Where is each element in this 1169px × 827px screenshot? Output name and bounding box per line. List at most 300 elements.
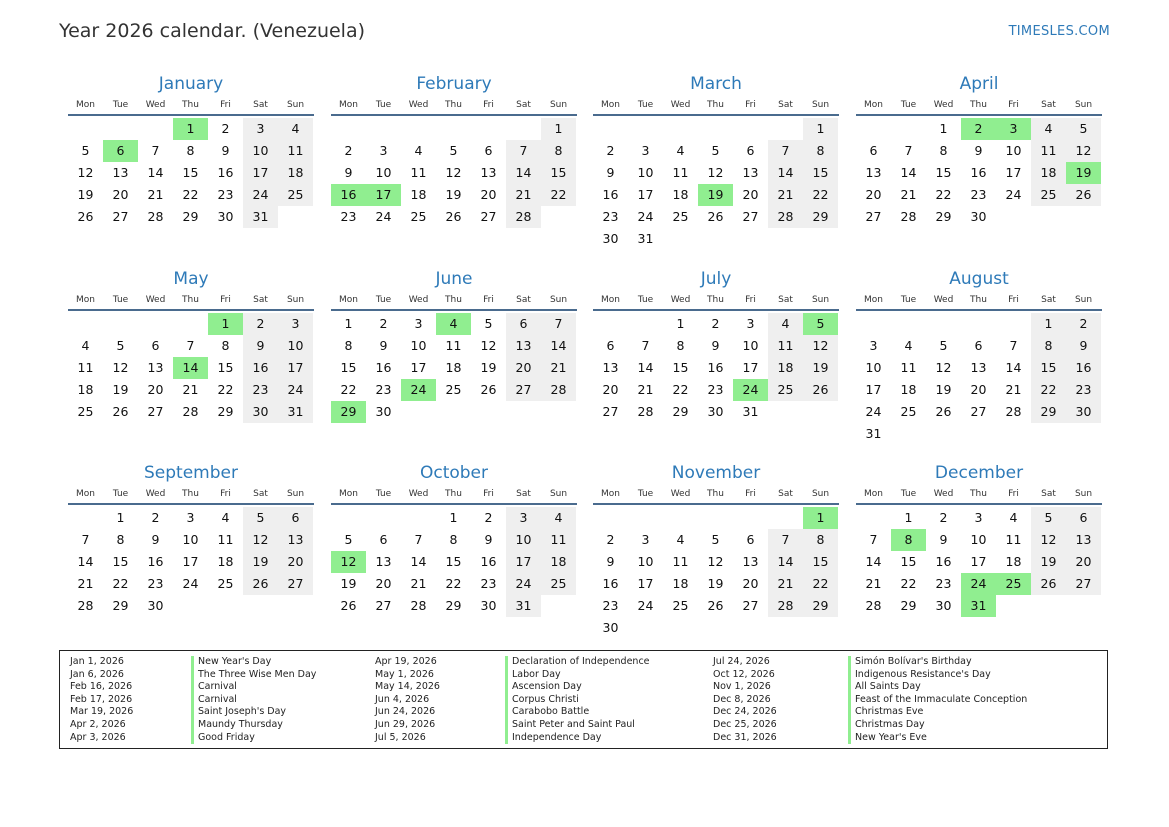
holiday-date: Dec 25, 2026 xyxy=(713,718,777,730)
day-cell: 14 xyxy=(147,165,164,180)
empty-day-cell xyxy=(698,228,733,250)
weekend-day-cell: 1 xyxy=(1031,313,1066,335)
holiday-date: Feb 16, 2026 xyxy=(70,681,133,693)
empty-day-cell xyxy=(1031,206,1066,228)
day-cell: 21 xyxy=(77,576,94,591)
weekend-day-cell: 18 xyxy=(1031,162,1066,184)
weekday-label: Thu xyxy=(182,489,199,499)
day-cell: 28 xyxy=(865,598,882,613)
week-row xyxy=(593,529,839,551)
day-cell: 3 xyxy=(641,143,650,158)
week-row xyxy=(593,313,839,335)
day-cell: 13 xyxy=(742,554,759,569)
day-cell: 20 xyxy=(375,576,392,591)
week-row xyxy=(856,401,1102,423)
day-cell: 23 xyxy=(480,576,497,591)
day-cell: 27 xyxy=(112,209,129,224)
day-cell: 21 xyxy=(410,576,427,591)
holiday-name: Labor Day xyxy=(512,668,561,680)
weekday-label: Sun xyxy=(286,100,305,110)
day-cell: 24 xyxy=(637,598,654,613)
day-cell: 23 xyxy=(217,187,234,202)
day-cell: 28 xyxy=(410,598,427,613)
week-row xyxy=(856,595,1102,617)
day-cell: 22 xyxy=(935,187,952,202)
weekend-day-cell: 22 xyxy=(803,573,838,595)
day-cell: 29 xyxy=(112,598,129,613)
week-row xyxy=(68,118,314,140)
day-cell: 13 xyxy=(742,165,759,180)
day-cell: 3 xyxy=(974,510,983,525)
holiday-list xyxy=(59,650,1108,749)
weekday-label: Fri xyxy=(745,100,756,110)
week-row xyxy=(856,313,1102,335)
day-cell: 9 xyxy=(379,338,388,353)
empty-day-cell xyxy=(401,118,436,140)
holiday-date: Jan 1, 2026 xyxy=(70,656,124,667)
weekend-day-cell: 7 xyxy=(541,313,576,335)
week-row xyxy=(68,184,314,206)
holiday-name-column xyxy=(505,656,650,744)
weekday-label: Sun xyxy=(1074,100,1093,110)
day-cell: 3 xyxy=(746,316,755,331)
weekend-day-cell: 21 xyxy=(768,573,803,595)
weekend-day-cell: 11 xyxy=(768,335,803,357)
empty-day-cell xyxy=(68,118,103,140)
day-cell: 11 xyxy=(1005,532,1022,547)
day-cell: 14 xyxy=(410,554,427,569)
week-row xyxy=(856,140,1102,162)
day-cell: 12 xyxy=(445,165,462,180)
empty-day-cell xyxy=(366,118,401,140)
weekday-label: Sun xyxy=(549,489,568,499)
weekday-label: Thu xyxy=(707,489,724,499)
month-february xyxy=(331,72,577,228)
weekday-header xyxy=(856,487,1102,505)
empty-day-cell xyxy=(173,313,208,335)
day-cell: 9 xyxy=(974,143,983,158)
day-cell: 19 xyxy=(935,382,952,397)
empty-day-cell xyxy=(366,507,401,529)
weekend-day-cell: 26 xyxy=(1066,184,1101,206)
weekend-day-cell: 11 xyxy=(278,140,313,162)
day-cell: 9 xyxy=(606,554,615,569)
site-brand-link[interactable]: TIMESLES.COM xyxy=(1008,24,1110,39)
week-row xyxy=(856,573,1102,595)
day-cell: 2 xyxy=(606,532,615,547)
day-cell: 11 xyxy=(410,165,427,180)
week-row xyxy=(331,401,577,423)
empty-day-cell xyxy=(733,118,768,140)
empty-day-cell xyxy=(996,423,1031,445)
day-cell: 22 xyxy=(217,382,234,397)
weekend-day-cell: 8 xyxy=(803,140,838,162)
weekday-label: Fri xyxy=(483,295,494,305)
weekend-day-cell: 26 xyxy=(803,379,838,401)
holiday-day-cell: 5 xyxy=(803,313,838,335)
day-cell: 26 xyxy=(77,209,94,224)
holiday-date: Jan 6, 2026 xyxy=(70,668,124,680)
weekend-day-cell: 19 xyxy=(803,357,838,379)
day-cell: 2 xyxy=(606,143,615,158)
month-title: February xyxy=(416,74,492,94)
week-row xyxy=(331,357,577,379)
day-cell: 14 xyxy=(77,554,94,569)
month-april xyxy=(856,72,1102,228)
weekday-label: Mon xyxy=(339,100,358,110)
week-row xyxy=(331,206,577,228)
weekend-day-cell: 18 xyxy=(768,357,803,379)
holiday-day-cell: 31 xyxy=(961,595,996,617)
day-cell: 2 xyxy=(484,510,493,525)
week-row xyxy=(856,335,1102,357)
day-cell: 12 xyxy=(480,338,497,353)
empty-day-cell xyxy=(768,507,803,529)
empty-day-cell xyxy=(856,118,891,140)
empty-day-cell xyxy=(961,423,996,445)
weekday-label: Tue xyxy=(112,100,129,110)
day-cell: 16 xyxy=(480,554,497,569)
empty-day-cell xyxy=(733,507,768,529)
weekend-day-cell: 21 xyxy=(506,184,541,206)
day-cell: 28 xyxy=(637,404,654,419)
day-cell: 26 xyxy=(707,209,724,224)
weekday-label: Thu xyxy=(445,100,462,110)
holiday-name: Carnival xyxy=(198,693,237,705)
day-cell: 13 xyxy=(112,165,129,180)
weekday-label: Thu xyxy=(970,100,987,110)
weekday-label: Mon xyxy=(601,489,620,499)
day-cell: 22 xyxy=(340,382,357,397)
week-row xyxy=(68,206,314,228)
weekend-day-cell: 31 xyxy=(243,206,278,228)
empty-day-cell xyxy=(401,401,436,423)
day-cell: 18 xyxy=(410,187,427,202)
empty-day-cell xyxy=(1066,206,1101,228)
month-title: November xyxy=(671,463,761,483)
weekday-label: Wed xyxy=(145,100,166,110)
empty-day-cell xyxy=(1066,595,1101,617)
weekday-label: Wed xyxy=(145,295,166,305)
weekday-label: Sat xyxy=(516,295,531,305)
weekend-day-cell: 12 xyxy=(1031,529,1066,551)
holiday-name: New Year's Day xyxy=(198,656,272,667)
empty-day-cell xyxy=(628,617,663,639)
day-cell: 18 xyxy=(217,554,234,569)
day-cell: 16 xyxy=(375,360,392,375)
week-row xyxy=(331,313,577,335)
holiday-name: Declaration of Independence xyxy=(512,656,650,667)
weekend-day-cell: 4 xyxy=(768,313,803,335)
day-cell: 26 xyxy=(445,209,462,224)
holiday-date: Jul 24, 2026 xyxy=(713,656,770,667)
day-cell: 27 xyxy=(742,209,759,224)
weekday-label: Mon xyxy=(601,295,620,305)
week-row xyxy=(593,140,839,162)
day-cell: 23 xyxy=(970,187,987,202)
day-cell: 23 xyxy=(602,209,619,224)
weekday-label: Tue xyxy=(900,100,917,110)
empty-day-cell xyxy=(541,206,576,228)
empty-day-cell xyxy=(331,507,366,529)
weekday-label: Sat xyxy=(1041,489,1056,499)
day-cell: 15 xyxy=(900,554,917,569)
day-cell: 18 xyxy=(77,382,94,397)
holiday-name: Indigenous Resistance's Day xyxy=(855,668,991,680)
day-cell: 27 xyxy=(375,598,392,613)
day-cell: 9 xyxy=(939,532,948,547)
day-cell: 11 xyxy=(900,360,917,375)
day-cell: 15 xyxy=(340,360,357,375)
holiday-day-cell: 2 xyxy=(961,118,996,140)
weekday-header xyxy=(68,293,314,311)
day-cell: 5 xyxy=(484,316,493,331)
weekend-day-cell: 21 xyxy=(541,357,576,379)
week-row xyxy=(68,595,314,617)
day-cell: 28 xyxy=(147,209,164,224)
weekend-day-cell: 10 xyxy=(506,529,541,551)
holiday-name: Saint Joseph's Day xyxy=(198,706,287,718)
weekday-label: Thu xyxy=(970,295,987,305)
empty-day-cell xyxy=(401,507,436,529)
day-cell: 10 xyxy=(865,360,882,375)
holiday-date: Apr 2, 2026 xyxy=(70,718,126,730)
weekend-day-cell: 15 xyxy=(541,162,576,184)
day-cell: 14 xyxy=(900,165,917,180)
day-cell: 31 xyxy=(742,404,759,419)
day-cell: 1 xyxy=(939,121,948,136)
day-cell: 4 xyxy=(81,338,90,353)
empty-day-cell xyxy=(1031,595,1066,617)
day-cell: 23 xyxy=(375,382,392,397)
weekend-day-cell: 25 xyxy=(278,184,313,206)
empty-day-cell xyxy=(243,595,278,617)
day-cell: 8 xyxy=(186,143,195,158)
day-cell: 28 xyxy=(182,404,199,419)
day-cell: 23 xyxy=(147,576,164,591)
weekend-day-cell: 17 xyxy=(278,357,313,379)
day-cell: 5 xyxy=(711,532,720,547)
day-cell: 29 xyxy=(182,209,199,224)
week-row xyxy=(331,184,577,206)
week-row xyxy=(593,595,839,617)
weekend-day-cell: 1 xyxy=(541,118,576,140)
week-row xyxy=(331,507,577,529)
weekday-label: Sun xyxy=(549,100,568,110)
empty-day-cell xyxy=(891,423,926,445)
empty-day-cell xyxy=(506,118,541,140)
weekday-label: Wed xyxy=(145,489,166,499)
day-cell: 6 xyxy=(484,143,493,158)
day-cell: 14 xyxy=(1005,360,1022,375)
day-cell: 6 xyxy=(746,532,755,547)
day-cell: 21 xyxy=(900,187,917,202)
day-cell: 2 xyxy=(711,316,720,331)
week-row xyxy=(593,551,839,573)
day-cell: 18 xyxy=(1005,554,1022,569)
holiday-day-cell: 4 xyxy=(436,313,471,335)
day-cell: 11 xyxy=(672,165,689,180)
holiday-date: Dec 24, 2026 xyxy=(713,706,777,718)
weekend-day-cell: 26 xyxy=(1031,573,1066,595)
holiday-name: Simón Bolívar's Birthday xyxy=(855,656,972,667)
day-cell: 6 xyxy=(606,338,615,353)
holiday-name: Carnival xyxy=(198,681,237,693)
day-cell: 3 xyxy=(379,143,388,158)
weekend-day-cell: 5 xyxy=(1066,118,1101,140)
empty-day-cell xyxy=(593,118,628,140)
day-cell: 7 xyxy=(186,338,195,353)
weekend-day-cell: 27 xyxy=(278,573,313,595)
week-row xyxy=(331,379,577,401)
weekend-day-cell: 25 xyxy=(1031,184,1066,206)
weekday-label: Fri xyxy=(483,100,494,110)
month-title: June xyxy=(435,269,473,289)
holiday-date: Jul 5, 2026 xyxy=(375,731,426,743)
empty-day-cell xyxy=(698,507,733,529)
weekend-day-cell: 19 xyxy=(1031,551,1066,573)
empty-day-cell xyxy=(103,313,138,335)
empty-day-cell xyxy=(103,118,138,140)
day-cell: 24 xyxy=(637,209,654,224)
holiday-date-column xyxy=(713,656,777,744)
month-may xyxy=(68,267,314,423)
day-cell: 21 xyxy=(865,576,882,591)
weekday-label: Mon xyxy=(339,295,358,305)
weekday-label: Tue xyxy=(900,295,917,305)
holiday-day-cell: 19 xyxy=(698,184,733,206)
weekday-label: Tue xyxy=(637,100,654,110)
month-title: August xyxy=(949,269,1009,289)
weekend-day-cell: 29 xyxy=(803,206,838,228)
day-cell: 27 xyxy=(147,404,164,419)
weekend-day-cell: 11 xyxy=(541,529,576,551)
day-cell: 10 xyxy=(410,338,427,353)
day-cell: 5 xyxy=(344,532,353,547)
weekday-label: Fri xyxy=(745,295,756,305)
weekday-label: Sun xyxy=(1074,489,1093,499)
holiday-date: Jun 24, 2026 xyxy=(375,706,436,718)
day-cell: 31 xyxy=(637,231,654,246)
weekday-label: Thu xyxy=(445,489,462,499)
day-cell: 27 xyxy=(480,209,497,224)
holiday-name: Independence Day xyxy=(512,731,602,743)
empty-day-cell xyxy=(996,206,1031,228)
weekday-label: Mon xyxy=(864,295,883,305)
day-cell: 1 xyxy=(676,316,685,331)
day-cell: 23 xyxy=(935,576,952,591)
weekday-header xyxy=(593,293,839,311)
weekday-label: Sat xyxy=(778,295,793,305)
empty-day-cell xyxy=(541,401,576,423)
day-cell: 30 xyxy=(147,598,164,613)
day-cell: 28 xyxy=(900,209,917,224)
day-cell: 7 xyxy=(904,143,913,158)
empty-day-cell xyxy=(768,118,803,140)
holiday-name: Ascension Day xyxy=(512,681,582,693)
weekend-day-cell: 28 xyxy=(506,206,541,228)
empty-day-cell xyxy=(436,401,471,423)
weekend-day-cell: 15 xyxy=(1031,357,1066,379)
weekend-day-cell: 24 xyxy=(278,379,313,401)
day-cell: 10 xyxy=(742,338,759,353)
weekend-day-cell: 18 xyxy=(278,162,313,184)
weekend-day-cell: 14 xyxy=(541,335,576,357)
day-cell: 30 xyxy=(480,598,497,613)
weekend-day-cell: 6 xyxy=(1066,507,1101,529)
empty-day-cell xyxy=(593,313,628,335)
day-cell: 11 xyxy=(445,338,462,353)
empty-day-cell xyxy=(856,507,891,529)
day-cell: 8 xyxy=(344,338,353,353)
weekday-header xyxy=(68,98,314,116)
weekend-day-cell: 14 xyxy=(506,162,541,184)
day-cell: 15 xyxy=(182,165,199,180)
weekend-day-cell: 7 xyxy=(768,529,803,551)
weekend-day-cell: 22 xyxy=(1031,379,1066,401)
weekend-day-cell: 27 xyxy=(1066,573,1101,595)
holiday-day-cell: 17 xyxy=(366,184,401,206)
day-cell: 15 xyxy=(112,554,129,569)
day-cell: 28 xyxy=(77,598,94,613)
weekday-label: Sat xyxy=(253,489,268,499)
month-november xyxy=(593,461,839,639)
empty-day-cell xyxy=(471,401,506,423)
week-row xyxy=(68,507,314,529)
weekend-day-cell: 9 xyxy=(1066,335,1101,357)
day-cell: 4 xyxy=(904,338,913,353)
weekday-label: Wed xyxy=(670,489,691,499)
holiday-date: Jun 29, 2026 xyxy=(375,718,436,730)
day-cell: 15 xyxy=(672,360,689,375)
weekday-label: Sun xyxy=(1074,295,1093,305)
holiday-name: Carabobo Battle xyxy=(512,706,590,718)
day-cell: 19 xyxy=(707,576,724,591)
day-cell: 27 xyxy=(865,209,882,224)
month-title: July xyxy=(700,269,732,289)
weekend-day-cell: 17 xyxy=(506,551,541,573)
week-row xyxy=(856,162,1102,184)
week-row xyxy=(68,379,314,401)
week-row xyxy=(856,206,1102,228)
day-cell: 27 xyxy=(602,404,619,419)
day-cell: 19 xyxy=(480,360,497,375)
weekday-label: Sun xyxy=(811,489,830,499)
day-cell: 11 xyxy=(77,360,94,375)
weekend-day-cell: 24 xyxy=(506,573,541,595)
day-cell: 10 xyxy=(182,532,199,547)
day-cell: 4 xyxy=(414,143,423,158)
day-cell: 2 xyxy=(221,121,230,136)
empty-day-cell xyxy=(891,313,926,335)
weekday-label: Fri xyxy=(483,489,494,499)
month-december xyxy=(856,461,1102,617)
holiday-date-column xyxy=(70,656,133,744)
weekday-label: Tue xyxy=(637,489,654,499)
day-cell: 23 xyxy=(602,598,619,613)
weekday-label: Wed xyxy=(933,100,954,110)
day-cell: 20 xyxy=(147,382,164,397)
weekday-label: Tue xyxy=(900,489,917,499)
day-cell: 20 xyxy=(865,187,882,202)
weekend-day-cell: 12 xyxy=(243,529,278,551)
day-cell: 12 xyxy=(707,165,724,180)
holiday-date: May 1, 2026 xyxy=(375,668,434,680)
holiday-name: Feast of the Immaculate Conception xyxy=(855,693,1028,705)
day-cell: 10 xyxy=(970,532,987,547)
week-row xyxy=(68,529,314,551)
week-row xyxy=(856,529,1102,551)
